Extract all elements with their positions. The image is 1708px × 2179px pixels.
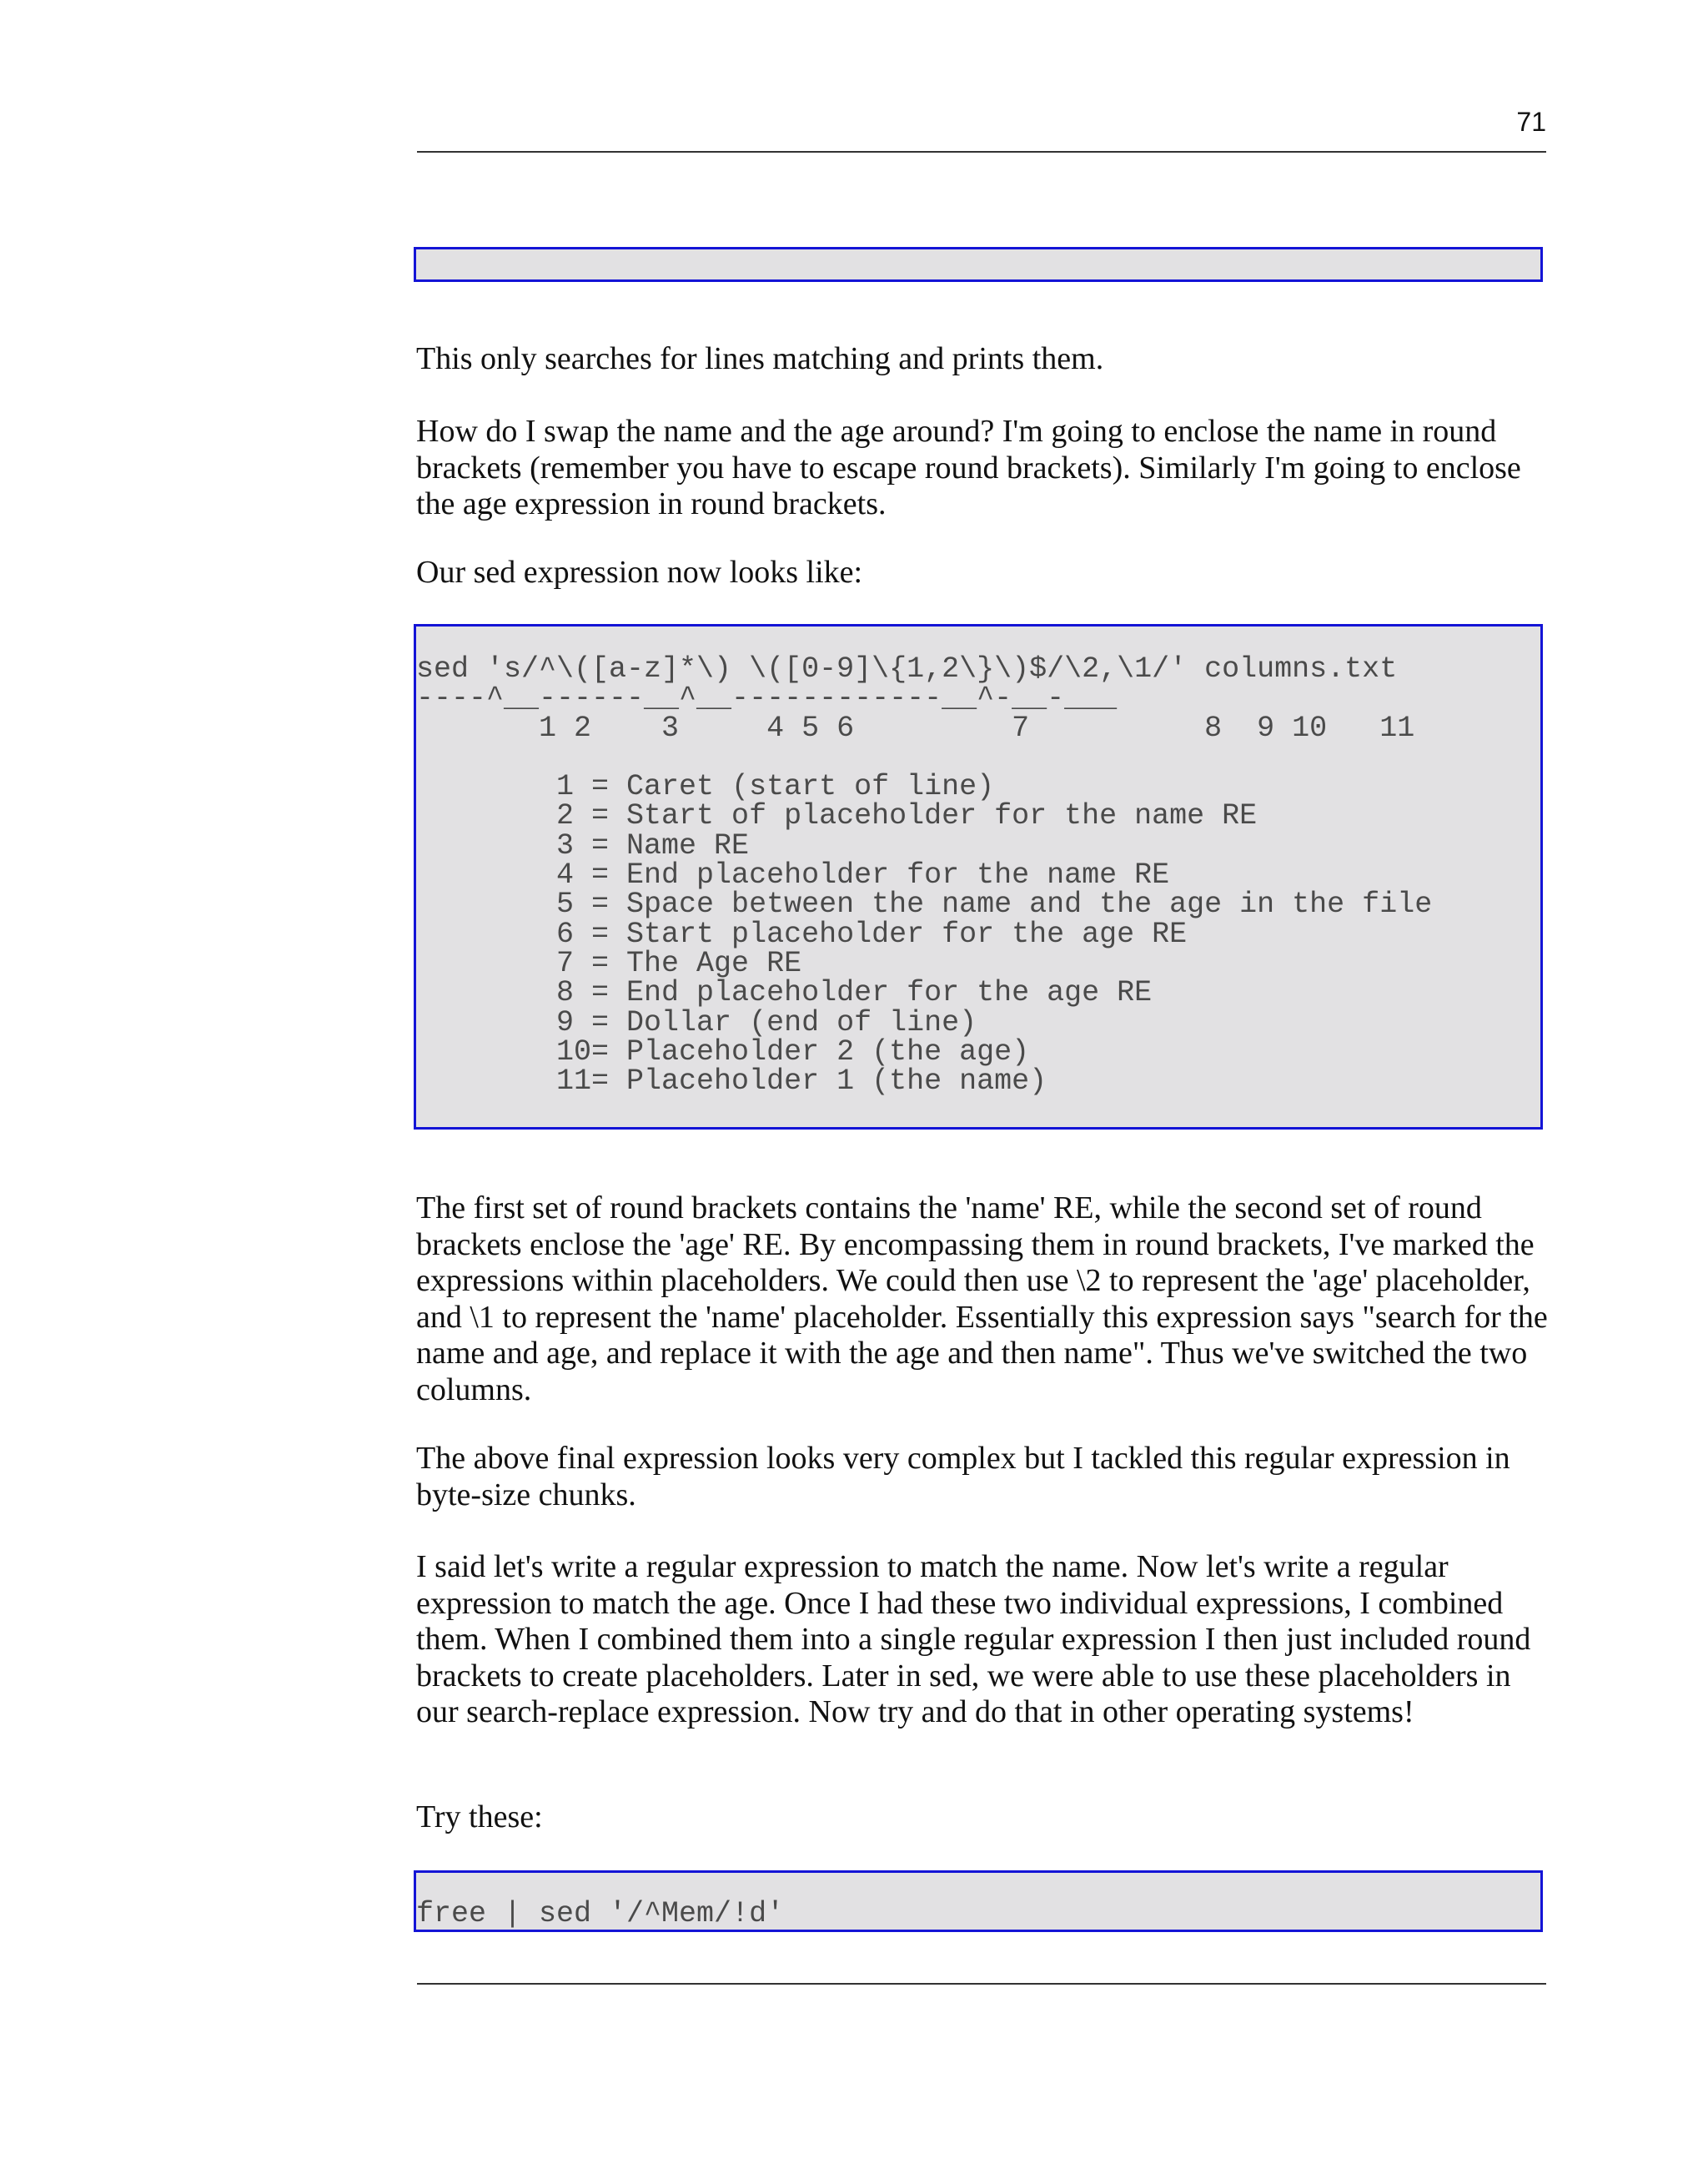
code-block-sed-expression	[414, 624, 1543, 1130]
page-number: 71	[1516, 107, 1546, 137]
paragraph-search-only: This only searches for lines matching and prints them.	[416, 341, 1104, 376]
code-block-empty	[414, 247, 1543, 282]
paragraph-approach: I said let's write a regular expression to match the name. Now let's write a regular expression to match the age. Once I had these two individual expressions, I combined them. When I combined them into a single regular expression I then just included round brackets to create placeholders. Later in sed, we were able to use these placeholders in our search-replace expression. Now try and do that in other operating systems!	[416, 1549, 1531, 1729]
paragraph-complexity: The above final expression looks very complex but I tackled this regular expression in byte-size chunks.	[416, 1441, 1510, 1512]
paragraph-brackets-explanation: The first set of round brackets contains the 'name' RE, while the second set of round brackets enclose the 'age' RE. By encompassing them in round brackets, I've marked the expressions within placeholders. We could then use \2 to represent the 'age' placeholder, and \1 to represent the 'name' placeholder. Essentially this expression says "search for the name and age, and replace it with the age and then name". Thus we've switched the two columns.	[416, 1190, 1548, 1407]
code-block-free-sed	[414, 1870, 1543, 1932]
paragraph-try-these: Try these:	[416, 1799, 543, 1834]
paragraph-expression-intro: Our sed expression now looks like:	[416, 555, 863, 590]
header-rule	[417, 151, 1546, 153]
code-text-free-sed: free | sed '/^Mem/!d'	[416, 1897, 785, 1930]
footer-rule	[417, 1983, 1546, 1985]
paragraph-swap-question: How do I swap the name and the age around? I'm going to enclose the name in round brackets (remember you have to escape round brackets). Similarly I'm going to enclose the age expression in round brackets.	[416, 414, 1521, 521]
code-text-sed-expression: sed 's/^\([a-z]*\) \([0-9]\{1,2\}\)$/\2,\1/' columns.txt ----^__------__^__------------__^-__-___ 1 2 3 4 5 6 7 8 9 10 11 1 = Caret (start of line) 2 = Start of placeholder for the name RE 3 = Name RE 4 = End placeholder for the name RE 5 = Space between the name and the age in the file 6 = Start placeholder for the age RE 7 = The Age RE 8 = End placeholder for the age RE 9 = Dollar (end of line) 10= Placeholder 2 (the age) 11= Placeholder 1 (the name)	[416, 652, 1433, 1099]
